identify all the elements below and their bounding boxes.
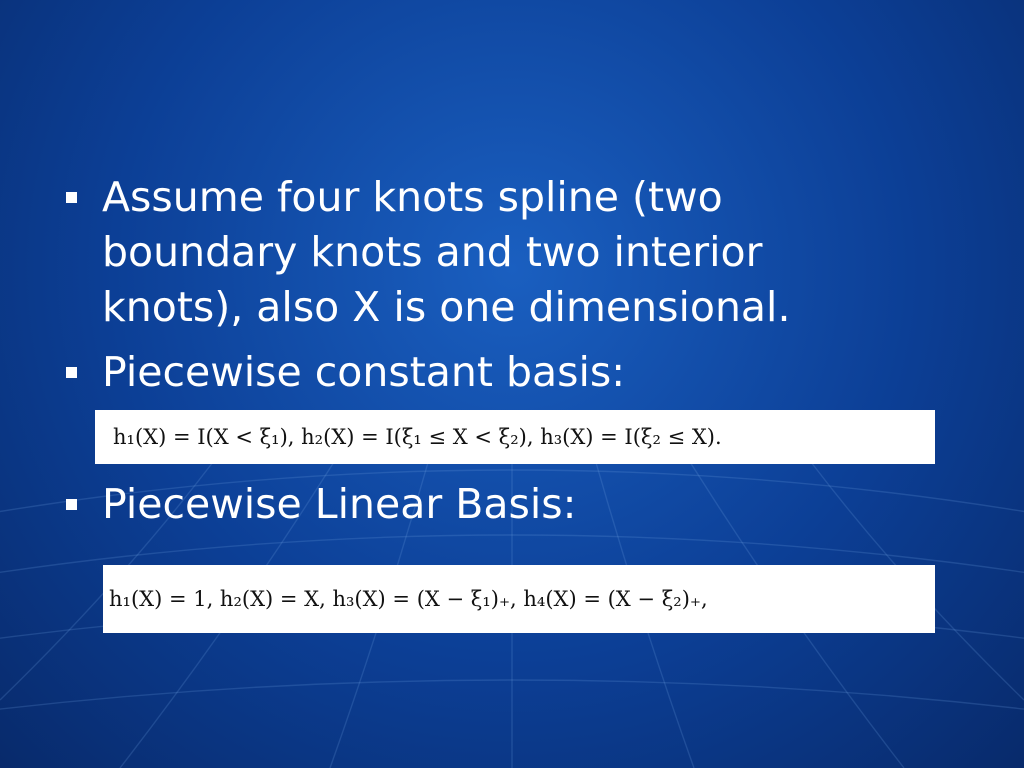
formula-text: h₁(X) = I(X < ξ₁), h₂(X) = I(ξ₁ ≤ X < ξ₂), h₃(X) = I(ξ₂ ≤ X). xyxy=(113,425,722,449)
bullet-line: Piecewise constant basis: xyxy=(102,348,626,396)
bullet-square-icon xyxy=(66,499,77,510)
formula-text: h₁(X) = 1, h₂(X) = X, h₃(X) = (X − ξ₁)₊, h₄(X) = (X − ξ₂)₊, xyxy=(109,587,708,611)
bullet-text xyxy=(102,345,625,400)
bullet-text xyxy=(102,477,576,532)
bullet-line: Piecewise Linear Basis: xyxy=(102,480,577,528)
bullet-line: Assume four knots spline (two xyxy=(102,173,723,221)
bullet-text xyxy=(102,170,790,335)
formula-piecewise-constant xyxy=(95,410,935,464)
bullet-line: knots), also X is one dimensional. xyxy=(102,283,791,331)
formula-piecewise-linear xyxy=(103,565,935,633)
bullet-square-icon xyxy=(66,192,77,203)
bullet-square-icon xyxy=(66,367,77,378)
bullet-line: boundary knots and two interior xyxy=(102,228,763,276)
